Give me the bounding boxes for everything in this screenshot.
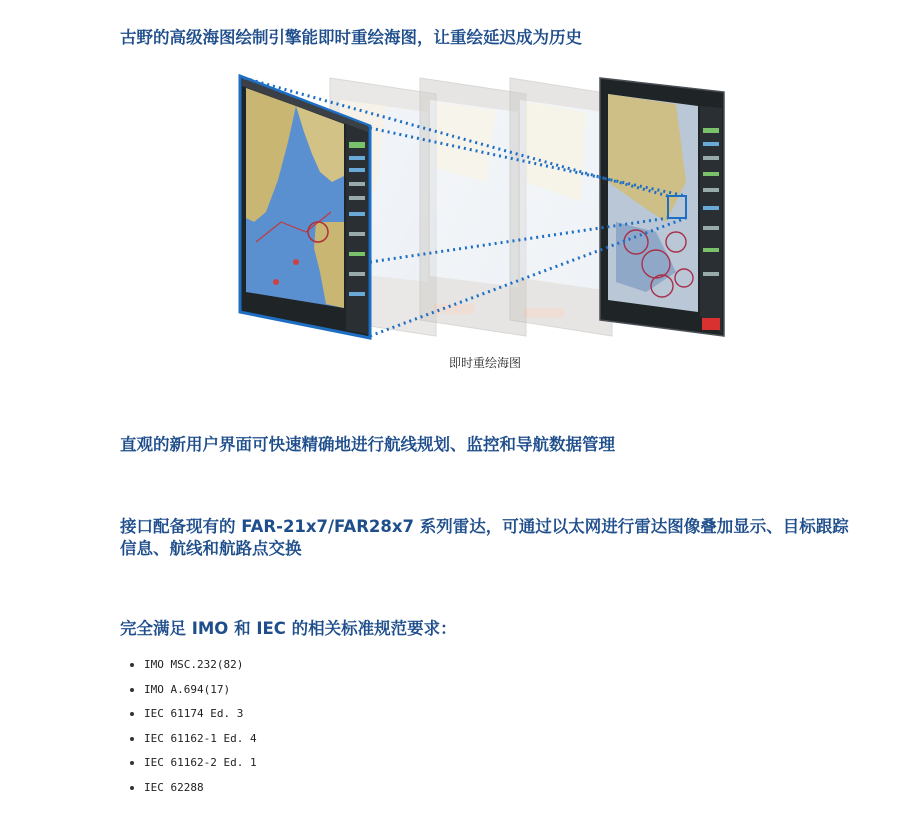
heading-user-interface: 直观的新用户界面可快速精确地进行航线规划、监控和导航数据管理 <box>120 435 615 454</box>
bullet-icon <box>130 737 134 741</box>
heading-redraw: 古野的高级海图绘制引擎能即时重绘海图，让重绘延迟成为历史 <box>120 28 582 47</box>
front-frame-right <box>600 78 724 336</box>
list-item <box>128 754 257 779</box>
list-item-text: IMO MSC.232(82) <box>144 658 244 671</box>
heading-standards: 完全满足 IMO 和 IEC 的相关标准规范要求： <box>120 619 457 638</box>
bullet-icon <box>130 761 134 765</box>
list-item-text: IEC 61162-2 Ed. 1 <box>144 756 257 769</box>
list-item <box>128 656 257 681</box>
list-item <box>128 681 257 706</box>
list-item <box>128 779 257 804</box>
bullet-icon <box>130 663 134 667</box>
bullet-icon <box>130 786 134 790</box>
bullet-icon <box>130 688 134 692</box>
faded-frame-3 <box>510 78 612 336</box>
list-item-text: IEC 61162-1 Ed. 4 <box>144 731 257 745</box>
standards-list <box>128 656 257 803</box>
layered-ecdis-screens-image <box>236 72 728 340</box>
chart-redraw-illustration <box>236 72 728 340</box>
list-item-text: IMO A.694(17) <box>144 682 231 696</box>
list-item <box>128 705 257 730</box>
heading-radar-interface: 接口配备现有的 FAR-21x7/FAR28x7 系列雷达，可通过以太网进行雷达图像叠加显示、目标跟踪信息、航线和航路点交换 <box>120 517 849 558</box>
list-item-text: IEC 61174 Ed. 3 <box>144 707 244 720</box>
list-item-text: IEC 62288 <box>144 780 204 794</box>
list-item <box>128 730 257 755</box>
bullet-icon <box>130 712 134 716</box>
figure-caption: 即时重绘海图 <box>448 356 521 370</box>
